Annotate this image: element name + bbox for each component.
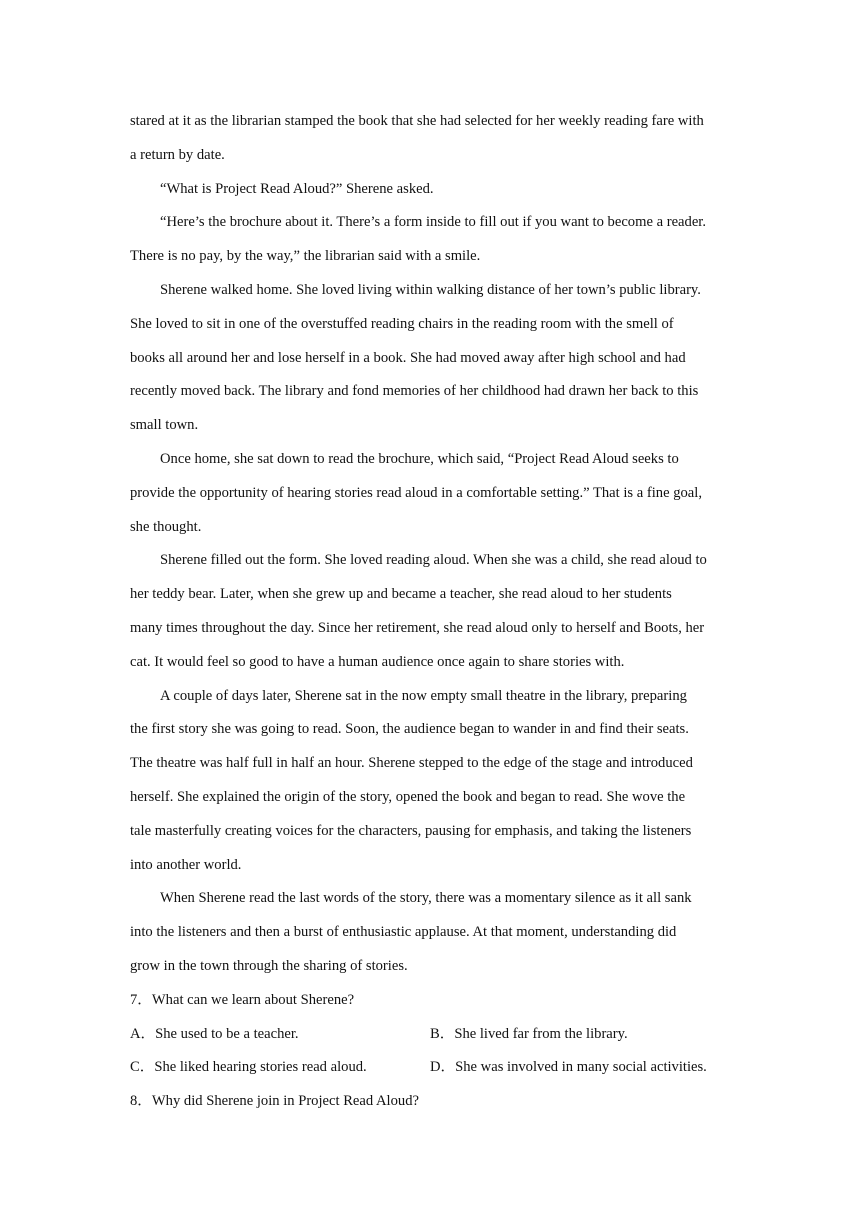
passage-line: many times throughout the day. Since her retirement, she read aloud only to herself and Boots, her [130,619,705,636]
passage-line: the first story she was going to read. Soon, the audience began to wander in and find their seats. [130,721,689,738]
question-8-stem: 8．Why did Sherene join in Project Read Aloud? [130,1093,419,1110]
passage-line: provide the opportunity of hearing stories read aloud in a comfortable setting.” That is a fine goal, [130,484,702,501]
question-7-option-a[interactable]: A．She used to be a teacher. [130,1025,299,1042]
question-7-options-row-1 [130,1018,732,1052]
passage-line: stared at it as the librarian stamped the book that she had selected for her weekly reading fare with [130,113,704,129]
passage-line: She loved to sit in one of the overstuffed reading chairs in the reading room with the smell of [130,315,674,332]
passage [130,105,732,984]
passage-line: herself. She explained the origin of the story, opened the book and began to read. She wove the [130,788,686,805]
question-8 [130,1085,732,1119]
passage-line: grow in the town through the sharing of stories. [130,957,408,974]
passage-line: recently moved back. The library and fond memories of her childhood had drawn her back to this [130,383,699,400]
passage-line: Once home, she sat down to read the brochure, which said, “Project Read Aloud seeks to [160,450,679,467]
passage-line: The theatre was half full in half an hour. Sherene stepped to the edge of the stage and introduced [130,755,693,772]
passage-line: There is no pay, by the way,” the librarian said with a smile. [130,248,481,265]
passage-line: When Sherene read the last words of the story, there was a momentary silence as it all sank [160,890,692,907]
passage-line: tale masterfully creating voices for the characters, pausing for emphasis, and taking the listeners [130,822,692,839]
passage-line: small town. [130,417,199,434]
question-7 [130,984,732,1085]
passage-line: Sherene filled out the form. She loved reading aloud. When she was a child, she read aloud to [160,552,707,569]
passage-line: A couple of days later, Sherene sat in the now empty small theatre in the library, preparing [160,687,687,704]
passage-line: cat. It would feel so good to have a human audience once again to share stories with. [130,653,625,670]
passage-line: Sherene walked home. She loved living within walking distance of her town’s public library. [160,281,701,298]
question-7-stem: 7．What can we learn about Sherene? [130,991,355,1008]
passage-line: a return by date. [130,146,225,163]
passage-line: into the listeners and then a burst of enthusiastic applause. At that moment, understanding did [130,924,677,941]
question-7-option-d[interactable]: D．She was involved in many social activities. [430,1059,707,1076]
passage-line: her teddy bear. Later, when she grew up and became a teacher, she read aloud to her students [130,586,672,603]
question-7-option-c[interactable]: C．She liked hearing stories read aloud. [130,1059,367,1076]
question-7-option-b[interactable]: B．She lived far from the library. [430,1025,628,1042]
document-page [130,105,732,1119]
passage-line: books all around her and lose herself in a book. She had moved away after high school and had [130,349,686,366]
passage-line: she thought. [130,518,202,535]
question-7-options-row-2 [130,1051,732,1085]
passage-line: into another world. [130,856,242,873]
passage-line: “What is Project Read Aloud?” Sherene asked. [160,180,434,197]
passage-line: “Here’s the brochure about it. There’s a form inside to fill out if you want to become a reader. [160,214,707,231]
